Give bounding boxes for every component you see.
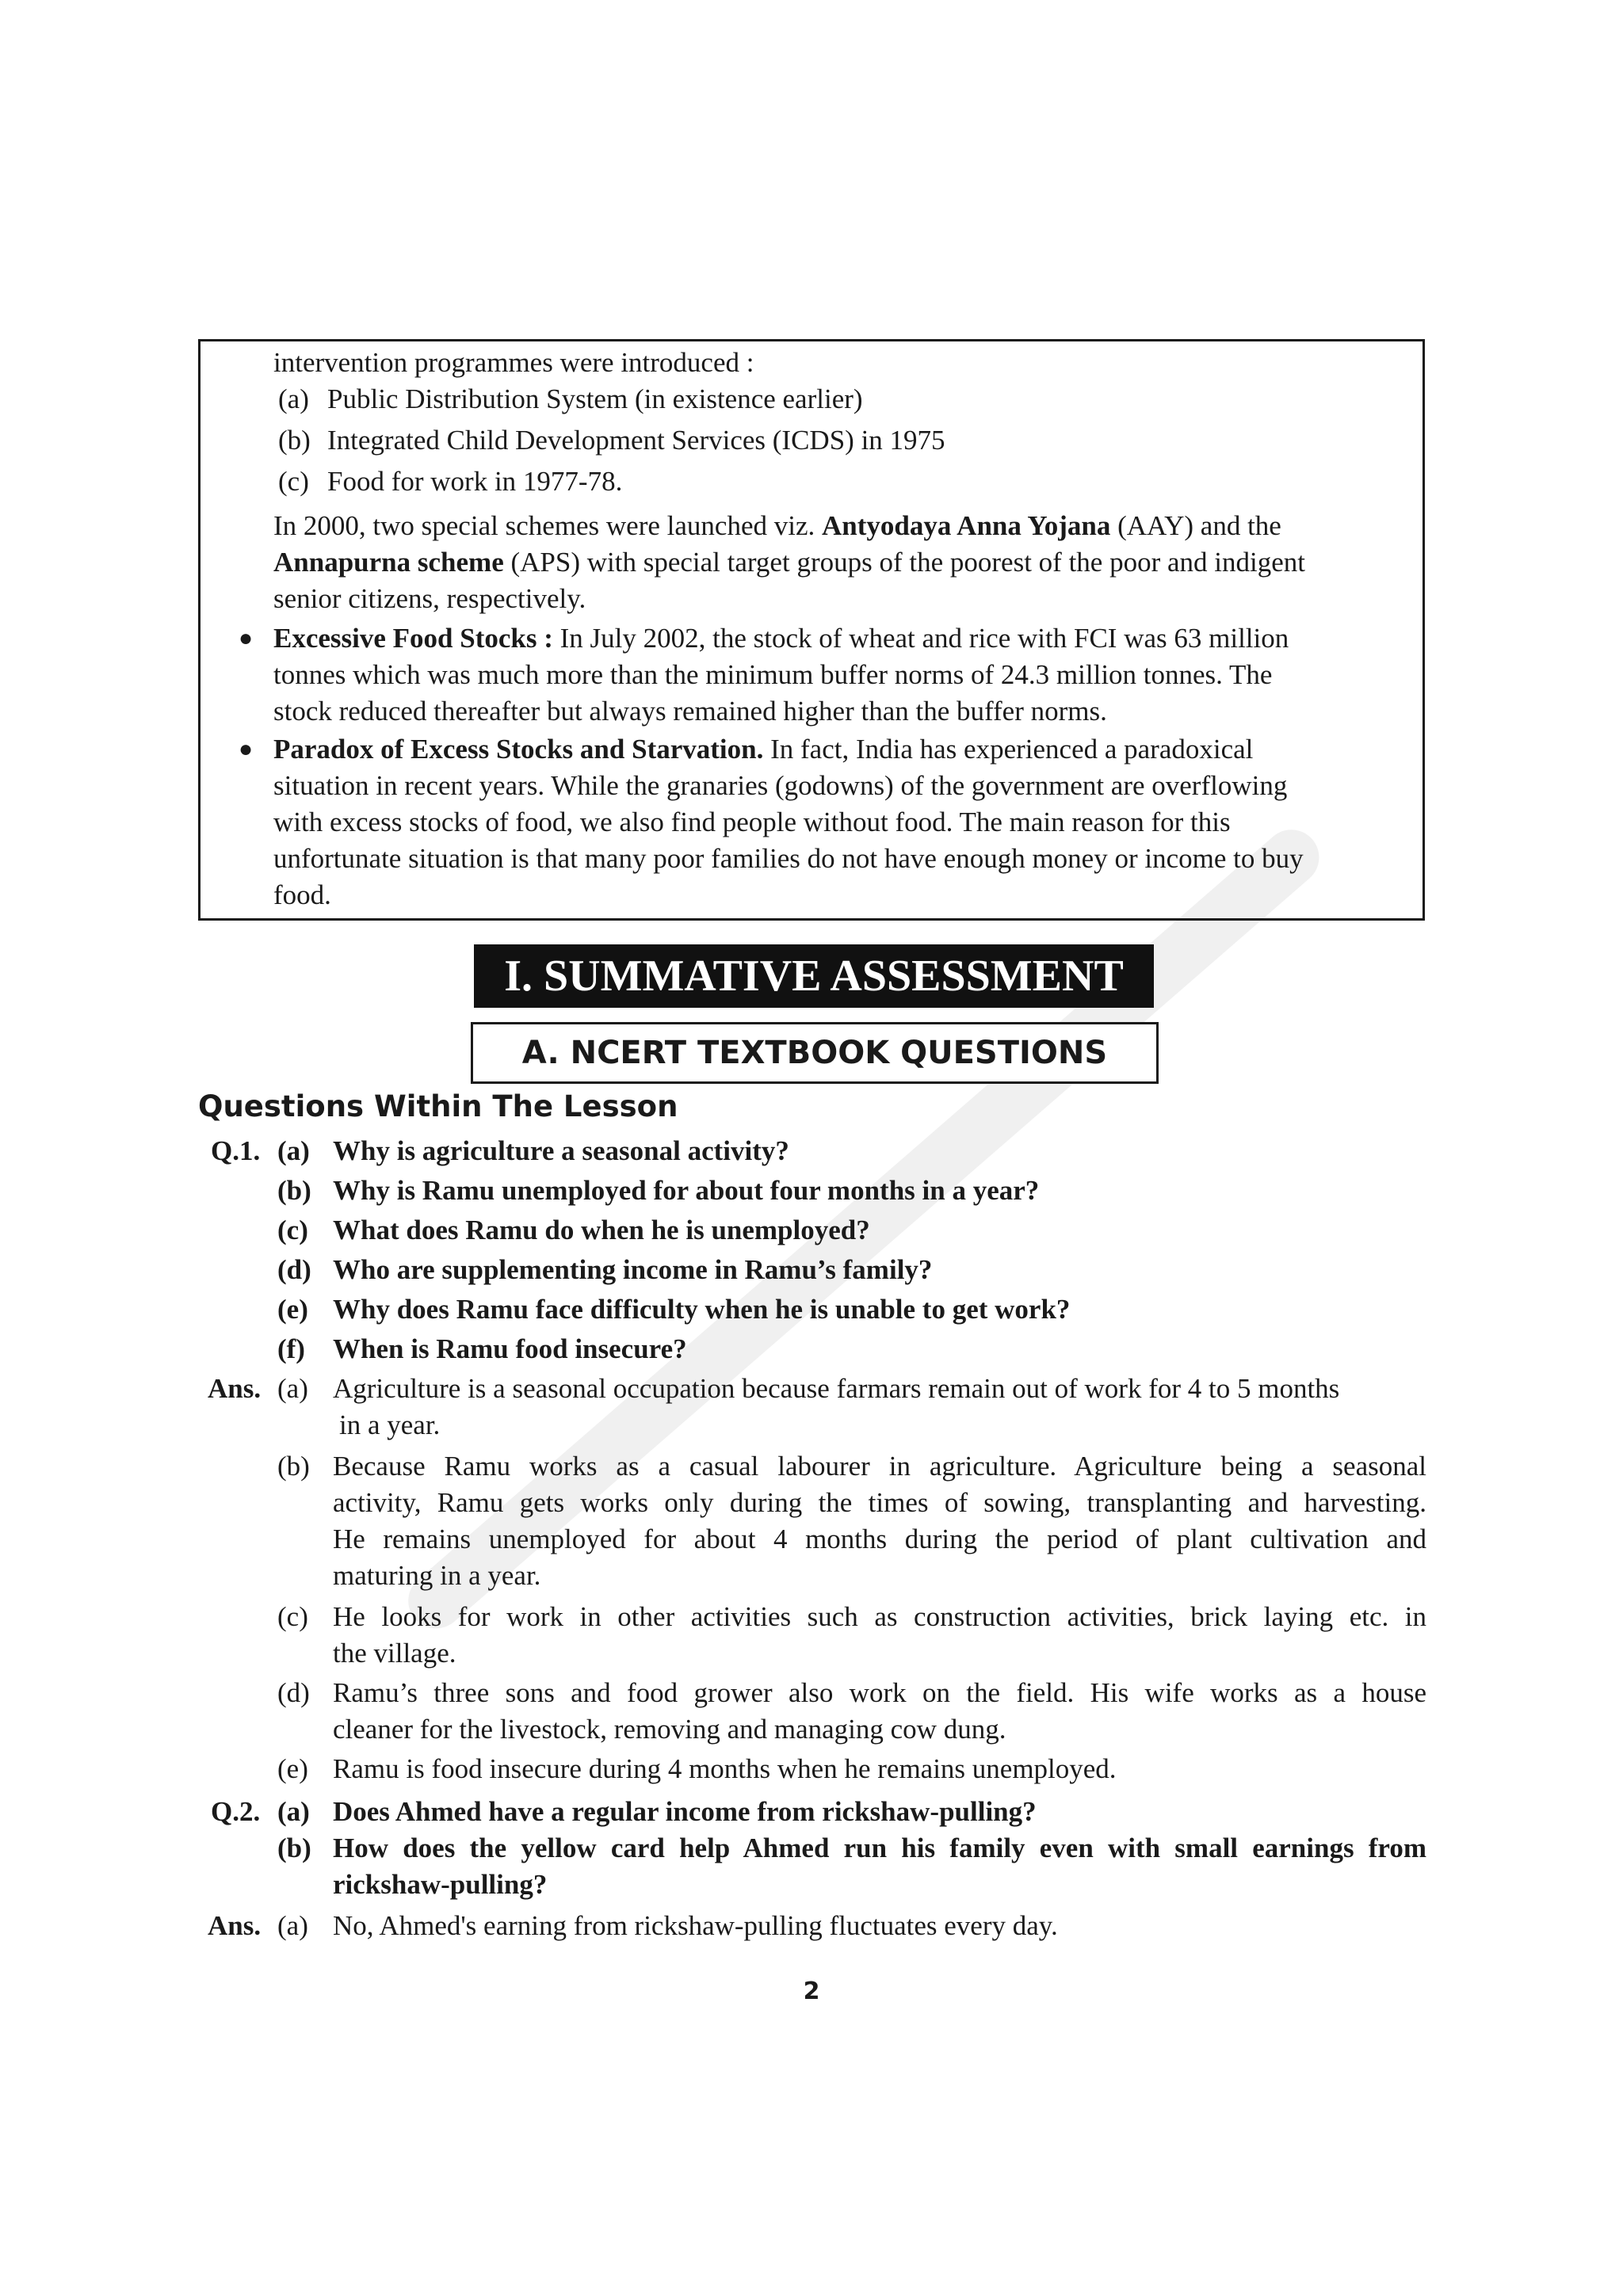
bullet-1-text: In July 2002, the stock of wheat and rice with FCI was 63 million — [552, 623, 1289, 654]
a2-a-text: No, Ahmed's earning from rickshaw-pulling fluctuates every day. — [333, 1910, 1058, 1941]
bullet-1-line-2: tonnes which was much more than the minimum buffer norms of 24.3 million tonnes. The — [273, 659, 1273, 690]
para-2000-post: (AAY) and the — [1110, 510, 1281, 541]
bullet-2-line-3: with excess stocks of food, we also find people without food. The main reason for this — [273, 807, 1231, 837]
box-list-text-a: Public Distribution System (in existence earlier) — [327, 383, 863, 414]
q1-text-b: Why is Ramu unemployed for about four months in a year? — [333, 1175, 1040, 1206]
bullet-icon: ● — [239, 625, 254, 651]
bullet-2-line-1 — [273, 731, 1253, 768]
bullet-2-title: Paradox of Excess Stocks and Starvation. — [273, 734, 764, 765]
a1-d-line-2: cleaner for the livestock, removing and managing cow dung. — [333, 1714, 1006, 1745]
box-list-text-b: Integrated Child Development Services (ICDS) in 1975 — [327, 425, 945, 456]
q2-a-line-1: Does Ahmed have a regular income from rickshaw-pulling? — [333, 1796, 1037, 1827]
summative-assessment-heading: I. SUMMATIVE ASSESSMENT — [474, 944, 1154, 1008]
q2-b-line-1: How does the yellow card help Ahmed run his family even with small earnings from — [333, 1833, 1426, 1863]
para-2000-line-2 — [273, 544, 1305, 581]
para-2000-pre: In 2000, two special schemes were launched viz. — [273, 510, 822, 541]
a1-b-line-3: He remains unemployed for about 4 months during the period of plant cultivation and — [333, 1524, 1426, 1554]
page-number: 2 — [803, 1978, 820, 2005]
a1-a-line-1: Agriculture is a seasonal occupation because farmars remain out of work for 4 to 5 months — [333, 1373, 1340, 1404]
a1-label-a: (a) — [277, 1373, 308, 1404]
a2-label-a: (a) — [277, 1910, 308, 1941]
a1-b-line-1: Because Ramu works as a casual labourer in agriculture. Agriculture being a seasonal — [333, 1451, 1426, 1482]
bullet-icon: ● — [239, 736, 254, 762]
q1-label-d: (d) — [277, 1254, 311, 1285]
q1-number: Q.1. — [211, 1135, 261, 1166]
q1-text-f: When is Ramu food insecure? — [333, 1333, 687, 1364]
aps-name: Annapurna scheme — [273, 547, 504, 578]
a1-c-line-1: He looks for work in other activities such as construction activities, brick laying etc. in — [333, 1601, 1426, 1632]
q1-label-c: (c) — [277, 1215, 308, 1245]
bullet-1-title: Excessive Food Stocks : — [273, 623, 553, 654]
box-list-text-c: Food for work in 1977-78. — [327, 466, 623, 497]
bullet-1-line-1 — [273, 620, 1289, 657]
q2-number: Q.2. — [211, 1796, 261, 1827]
a1-c-line-2: the village. — [333, 1638, 456, 1669]
bullet-2-line-5: food. — [273, 879, 331, 910]
q2-label-b: (b) — [277, 1833, 311, 1863]
ncert-questions-heading: A. NCERT TEXTBOOK QUESTIONS — [471, 1022, 1159, 1084]
para-2000-line-2-text: (APS) with special target groups of the poorest of the poor and indigent — [503, 547, 1305, 578]
a1-label-e: (e) — [277, 1753, 308, 1784]
a1-e-line-1: Ramu is food insecure during 4 months when he remains unemployed. — [333, 1753, 1117, 1784]
box-list-label-c: (c) — [278, 466, 309, 497]
q1-label-e: (e) — [277, 1294, 308, 1325]
box-list-label-a: (a) — [278, 383, 309, 414]
a1-b-line-4: maturing in a year. — [333, 1560, 541, 1591]
q1-label-a: (a) — [277, 1135, 310, 1166]
a1-a-line-2: in a year. — [339, 1409, 441, 1440]
q1-label-b: (b) — [277, 1175, 311, 1206]
bullet-2-line-2: situation in recent years. While the granaries (godowns) of the government are overflowing — [273, 770, 1288, 801]
q1-label-f: (f) — [277, 1333, 305, 1364]
q1-text-d: Who are supplementing income in Ramu’s family? — [333, 1254, 933, 1285]
aay-name: Antyodaya Anna Yojana — [822, 510, 1111, 541]
para-2000-line-3: senior citizens, respectively. — [273, 583, 586, 614]
a1-label-d: (d) — [277, 1677, 310, 1708]
summary-box — [198, 339, 1425, 921]
bullet-2-line-4: unfortunate situation is that many poor families do not have enough money or income to buy — [273, 843, 1304, 874]
questions-within-lesson-heading: Questions Within The Lesson — [198, 1089, 678, 1123]
a1-label-b: (b) — [277, 1451, 310, 1482]
q1-text-a: Why is agriculture a seasonal activity? — [333, 1135, 789, 1166]
box-list-label-b: (b) — [278, 425, 311, 456]
para-2000-line-1 — [273, 508, 1281, 544]
bullet-1-line-3: stock reduced thereafter but always remained higher than the buffer norms. — [273, 696, 1107, 727]
bullet-2-text: In fact, India has experienced a paradoxical — [763, 734, 1254, 765]
q1-text-e: Why does Ramu face difficulty when he is unable to get work? — [333, 1294, 1071, 1325]
a1-label-c: (c) — [277, 1601, 308, 1632]
a1-d-line-1: Ramu’s three sons and food grower also work on the field. His wife works as a house — [333, 1677, 1426, 1708]
box-intro: intervention programmes were introduced : — [273, 347, 754, 378]
a1-b-line-2: activity, Ramu gets works only during the times of sowing, transplanting and harvesting. — [333, 1487, 1426, 1518]
q1-text-c: What does Ramu do when he is unemployed? — [333, 1215, 870, 1245]
q2-b-line-2: rickshaw-pulling? — [333, 1869, 548, 1900]
a1-label: Ans. — [208, 1373, 262, 1404]
a2-label: Ans. — [208, 1910, 262, 1941]
q2-label-a: (a) — [277, 1796, 310, 1827]
